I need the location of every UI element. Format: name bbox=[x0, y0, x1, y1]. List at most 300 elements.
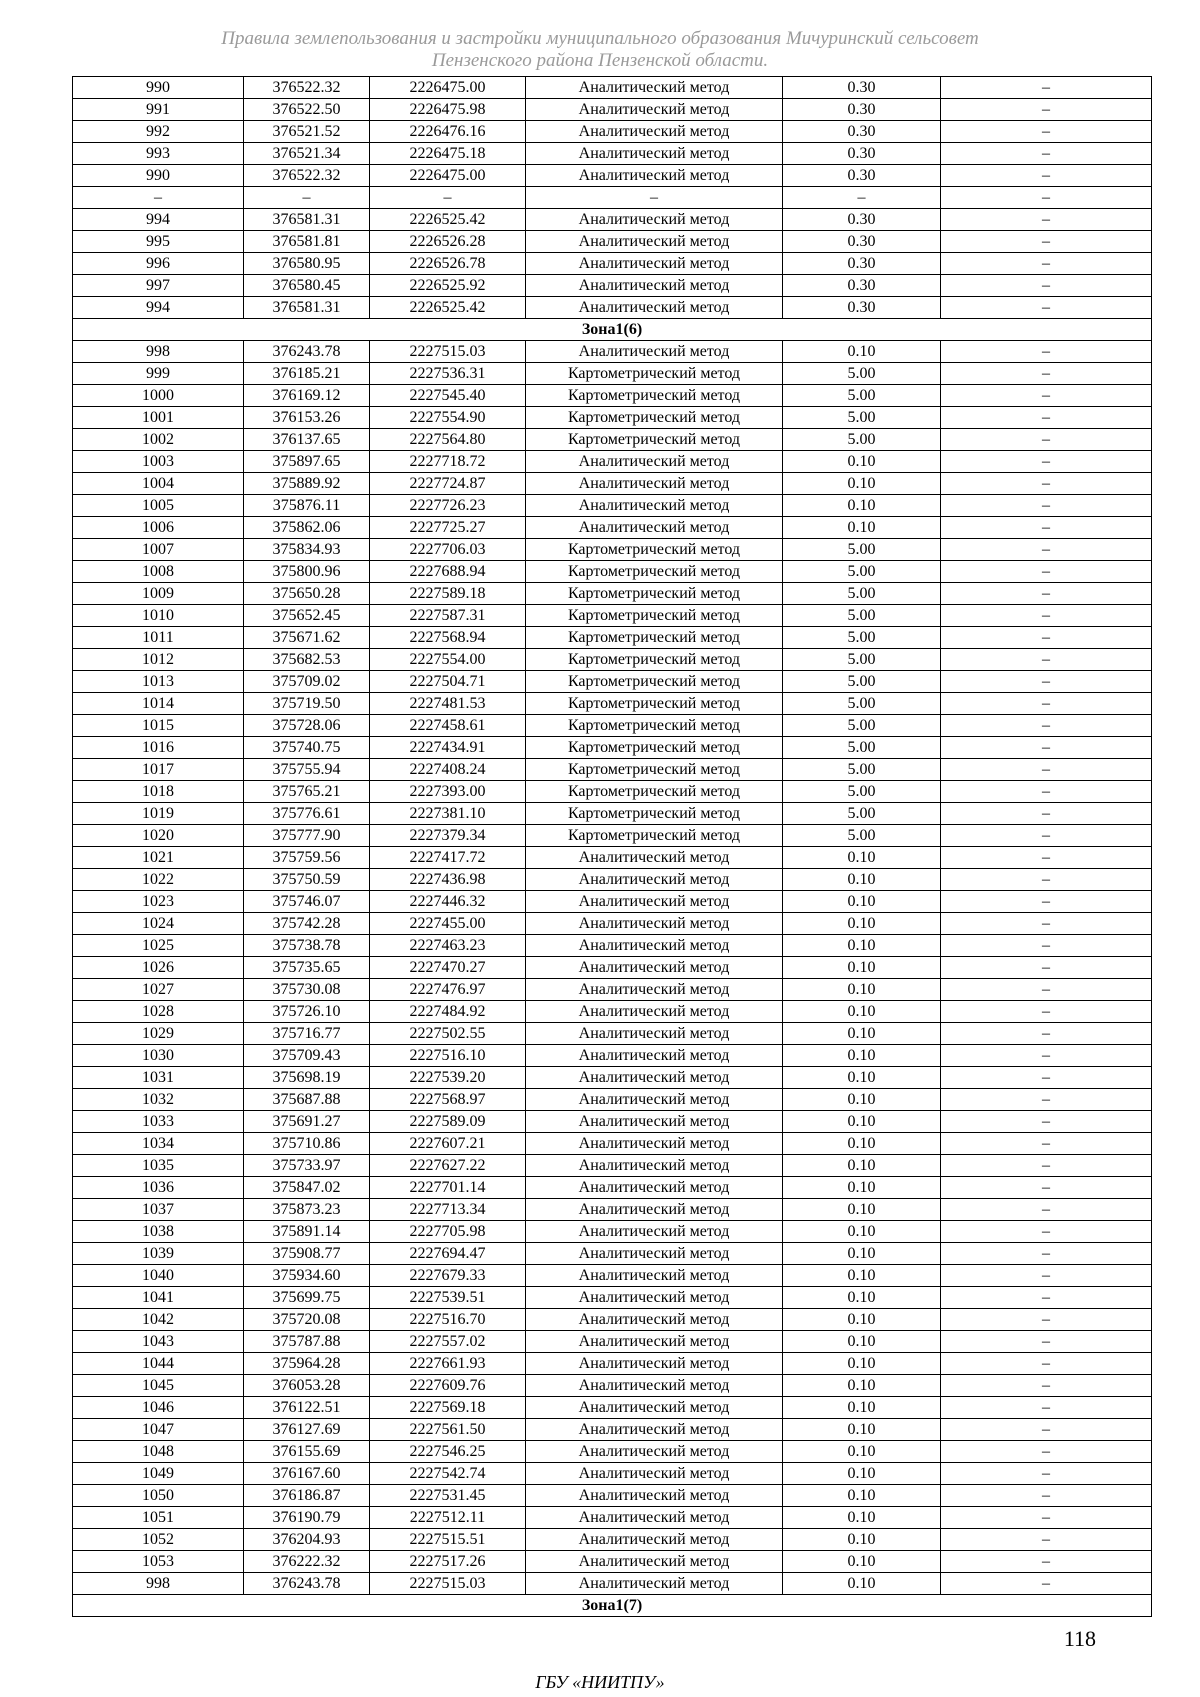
description-cell: – bbox=[941, 1309, 1152, 1331]
description-cell: – bbox=[941, 649, 1152, 671]
description-cell: – bbox=[941, 1331, 1152, 1353]
x-coordinate-cell: 376580.45 bbox=[244, 275, 370, 297]
table-row bbox=[73, 473, 1152, 495]
x-coordinate-cell: 375891.14 bbox=[244, 1221, 370, 1243]
y-coordinate-cell: 2226525.42 bbox=[370, 297, 526, 319]
accuracy-cell: 0.10 bbox=[783, 1529, 941, 1551]
table-row bbox=[73, 451, 1152, 473]
method-cell: Аналитический метод bbox=[526, 1243, 783, 1265]
table-row bbox=[73, 935, 1152, 957]
accuracy-cell: 0.10 bbox=[783, 1045, 941, 1067]
y-coordinate-cell: 2227434.91 bbox=[370, 737, 526, 759]
table-row bbox=[73, 715, 1152, 737]
y-coordinate-cell: 2227705.98 bbox=[370, 1221, 526, 1243]
description-cell: – bbox=[941, 99, 1152, 121]
point-number-cell: 1041 bbox=[73, 1287, 244, 1309]
description-cell: – bbox=[941, 385, 1152, 407]
table-row bbox=[73, 1133, 1152, 1155]
y-coordinate-cell: 2227470.27 bbox=[370, 957, 526, 979]
accuracy-cell: 5.00 bbox=[783, 429, 941, 451]
table-row bbox=[73, 1485, 1152, 1507]
y-coordinate-cell: 2227436.98 bbox=[370, 869, 526, 891]
x-coordinate-cell: 375740.75 bbox=[244, 737, 370, 759]
x-coordinate-cell: 376185.21 bbox=[244, 363, 370, 385]
header-line-1: Правила землепользования и застройки муниципального образования Мичуринский сельсовет bbox=[221, 28, 979, 49]
point-number-cell: 1043 bbox=[73, 1331, 244, 1353]
y-coordinate-cell: 2227589.18 bbox=[370, 583, 526, 605]
point-number-cell: 1001 bbox=[73, 407, 244, 429]
table-row bbox=[73, 583, 1152, 605]
table-row bbox=[73, 1265, 1152, 1287]
accuracy-cell: 0.10 bbox=[783, 935, 941, 957]
x-coordinate-cell: 375682.53 bbox=[244, 649, 370, 671]
x-coordinate-cell: 376204.93 bbox=[244, 1529, 370, 1551]
point-number-cell: 1050 bbox=[73, 1485, 244, 1507]
point-number-cell: 1049 bbox=[73, 1463, 244, 1485]
y-coordinate-cell: 2227726.23 bbox=[370, 495, 526, 517]
x-coordinate-cell: 375776.61 bbox=[244, 803, 370, 825]
method-cell: Аналитический метод bbox=[526, 1419, 783, 1441]
y-coordinate-cell: 2227706.03 bbox=[370, 539, 526, 561]
accuracy-cell: 5.00 bbox=[783, 671, 941, 693]
y-coordinate-cell: 2227688.94 bbox=[370, 561, 526, 583]
description-cell: – bbox=[941, 1199, 1152, 1221]
method-cell: Аналитический метод bbox=[526, 1001, 783, 1023]
description-cell: – bbox=[941, 1485, 1152, 1507]
description-cell: – bbox=[941, 715, 1152, 737]
table-row bbox=[73, 1309, 1152, 1331]
method-cell: Аналитический метод bbox=[526, 1111, 783, 1133]
description-cell: – bbox=[941, 1155, 1152, 1177]
method-cell: Аналитический метод bbox=[526, 253, 783, 275]
table-row bbox=[73, 385, 1152, 407]
accuracy-cell: 0.30 bbox=[783, 121, 941, 143]
accuracy-cell: 0.10 bbox=[783, 1287, 941, 1309]
table-row bbox=[73, 649, 1152, 671]
accuracy-cell: 0.10 bbox=[783, 1397, 941, 1419]
zone-label: Зона1(7) bbox=[73, 1595, 1152, 1617]
point-number-cell: 1020 bbox=[73, 825, 244, 847]
method-cell: Аналитический метод bbox=[526, 495, 783, 517]
y-coordinate-cell: 2227455.00 bbox=[370, 913, 526, 935]
method-cell: Аналитический метод bbox=[526, 1067, 783, 1089]
x-coordinate-cell: 376137.65 bbox=[244, 429, 370, 451]
method-cell: Аналитический метод bbox=[526, 869, 783, 891]
table-row bbox=[73, 891, 1152, 913]
table-row bbox=[73, 1507, 1152, 1529]
table-row bbox=[73, 847, 1152, 869]
x-coordinate-cell: 376186.87 bbox=[244, 1485, 370, 1507]
y-coordinate-cell: 2227564.80 bbox=[370, 429, 526, 451]
description-cell: – bbox=[941, 539, 1152, 561]
point-number-cell: 1046 bbox=[73, 1397, 244, 1419]
description-cell: – bbox=[941, 77, 1152, 99]
y-coordinate-cell: 2227515.03 bbox=[370, 341, 526, 363]
table-row bbox=[73, 1089, 1152, 1111]
point-number-cell: 1052 bbox=[73, 1529, 244, 1551]
y-coordinate-cell: 2227587.31 bbox=[370, 605, 526, 627]
x-coordinate-cell: 376581.31 bbox=[244, 297, 370, 319]
y-coordinate-cell: 2227627.22 bbox=[370, 1155, 526, 1177]
table-row bbox=[73, 957, 1152, 979]
method-cell: Картометрический метод bbox=[526, 803, 783, 825]
point-number-cell: 1024 bbox=[73, 913, 244, 935]
method-cell: Аналитический метод bbox=[526, 1177, 783, 1199]
accuracy-cell: 0.10 bbox=[783, 1309, 941, 1331]
accuracy-cell: 0.10 bbox=[783, 451, 941, 473]
description-cell: – bbox=[941, 451, 1152, 473]
point-number-cell: 1014 bbox=[73, 693, 244, 715]
accuracy-cell: 0.30 bbox=[783, 165, 941, 187]
description-cell: – bbox=[941, 473, 1152, 495]
y-coordinate-cell: 2227545.40 bbox=[370, 385, 526, 407]
y-coordinate-cell: 2227536.31 bbox=[370, 363, 526, 385]
y-coordinate-cell: 2227446.32 bbox=[370, 891, 526, 913]
x-coordinate-cell: 375759.56 bbox=[244, 847, 370, 869]
accuracy-cell: 0.10 bbox=[783, 1089, 941, 1111]
method-cell: Аналитический метод bbox=[526, 957, 783, 979]
description-cell: – bbox=[941, 869, 1152, 891]
point-number-cell: 1031 bbox=[73, 1067, 244, 1089]
table-row bbox=[73, 1441, 1152, 1463]
method-cell: Картометрический метод bbox=[526, 583, 783, 605]
method-cell: Аналитический метод bbox=[526, 979, 783, 1001]
x-coordinate-cell: 375716.77 bbox=[244, 1023, 370, 1045]
y-coordinate-cell: 2227539.51 bbox=[370, 1287, 526, 1309]
point-number-cell: 996 bbox=[73, 253, 244, 275]
point-number-cell: 1025 bbox=[73, 935, 244, 957]
method-cell: Аналитический метод bbox=[526, 1485, 783, 1507]
accuracy-cell: 0.10 bbox=[783, 1001, 941, 1023]
x-coordinate-cell: 375735.65 bbox=[244, 957, 370, 979]
y-coordinate-cell: 2227515.51 bbox=[370, 1529, 526, 1551]
description-cell: – bbox=[941, 231, 1152, 253]
table-row bbox=[73, 121, 1152, 143]
accuracy-cell: 5.00 bbox=[783, 385, 941, 407]
description-cell: – bbox=[941, 209, 1152, 231]
point-number-cell: 1006 bbox=[73, 517, 244, 539]
description-cell: – bbox=[941, 825, 1152, 847]
accuracy-cell: 0.10 bbox=[783, 979, 941, 1001]
description-cell: – bbox=[941, 1133, 1152, 1155]
method-cell: Аналитический метод bbox=[526, 1133, 783, 1155]
method-cell: Аналитический метод bbox=[526, 451, 783, 473]
accuracy-cell: 0.10 bbox=[783, 1375, 941, 1397]
accuracy-cell: 0.10 bbox=[783, 1353, 941, 1375]
table-row bbox=[73, 1375, 1152, 1397]
method-cell: Картометрический метод bbox=[526, 671, 783, 693]
y-coordinate-cell: 2227694.47 bbox=[370, 1243, 526, 1265]
method-cell: Аналитический метод bbox=[526, 121, 783, 143]
y-coordinate-cell: 2226475.18 bbox=[370, 143, 526, 165]
page-footer: ГБУ «НИИТПУ» bbox=[535, 1672, 665, 1692]
y-coordinate-cell: 2227554.00 bbox=[370, 649, 526, 671]
point-number-cell: 1047 bbox=[73, 1419, 244, 1441]
x-coordinate-cell: 376522.32 bbox=[244, 165, 370, 187]
description-cell: – bbox=[941, 1111, 1152, 1133]
x-coordinate-cell: 375726.10 bbox=[244, 1001, 370, 1023]
x-coordinate-cell: 376122.51 bbox=[244, 1397, 370, 1419]
x-coordinate-cell: 375787.88 bbox=[244, 1331, 370, 1353]
accuracy-cell: 0.10 bbox=[783, 1419, 941, 1441]
y-coordinate-cell: 2226526.28 bbox=[370, 231, 526, 253]
table-row bbox=[73, 1199, 1152, 1221]
accuracy-cell: 0.30 bbox=[783, 275, 941, 297]
y-coordinate-cell: 2227568.97 bbox=[370, 1089, 526, 1111]
x-coordinate-cell: – bbox=[244, 187, 370, 209]
table-row bbox=[73, 1331, 1152, 1353]
accuracy-cell: 0.10 bbox=[783, 473, 941, 495]
accuracy-cell: 5.00 bbox=[783, 803, 941, 825]
x-coordinate-cell: 375709.43 bbox=[244, 1045, 370, 1067]
x-coordinate-cell: 375876.11 bbox=[244, 495, 370, 517]
method-cell: Картометрический метод bbox=[526, 407, 783, 429]
x-coordinate-cell: 376580.95 bbox=[244, 253, 370, 275]
method-cell: Аналитический метод bbox=[526, 1529, 783, 1551]
point-number-cell: 1051 bbox=[73, 1507, 244, 1529]
point-number-cell: 1030 bbox=[73, 1045, 244, 1067]
point-number-cell: 1035 bbox=[73, 1155, 244, 1177]
table-row bbox=[73, 913, 1152, 935]
description-cell: – bbox=[941, 1507, 1152, 1529]
method-cell: Картометрический метод bbox=[526, 605, 783, 627]
y-coordinate-cell: 2227381.10 bbox=[370, 803, 526, 825]
y-coordinate-cell: 2227557.02 bbox=[370, 1331, 526, 1353]
table-row bbox=[73, 1353, 1152, 1375]
method-cell: Аналитический метод bbox=[526, 1463, 783, 1485]
accuracy-cell: 0.10 bbox=[783, 1331, 941, 1353]
description-cell: – bbox=[941, 957, 1152, 979]
table-row bbox=[73, 759, 1152, 781]
y-coordinate-cell: 2227504.71 bbox=[370, 671, 526, 693]
point-number-cell: 1042 bbox=[73, 1309, 244, 1331]
point-number-cell: 1017 bbox=[73, 759, 244, 781]
method-cell: Аналитический метод bbox=[526, 1353, 783, 1375]
table-row bbox=[73, 539, 1152, 561]
description-cell: – bbox=[941, 517, 1152, 539]
accuracy-cell: 5.00 bbox=[783, 825, 941, 847]
accuracy-cell: 0.10 bbox=[783, 1463, 941, 1485]
table-row bbox=[73, 781, 1152, 803]
accuracy-cell: 0.30 bbox=[783, 77, 941, 99]
method-cell: Аналитический метод bbox=[526, 1265, 783, 1287]
accuracy-cell: 0.10 bbox=[783, 517, 941, 539]
y-coordinate-cell: 2227718.72 bbox=[370, 451, 526, 473]
accuracy-cell: 0.10 bbox=[783, 1199, 941, 1221]
point-number-cell: 1053 bbox=[73, 1551, 244, 1573]
accuracy-cell: 0.30 bbox=[783, 143, 941, 165]
x-coordinate-cell: 375671.62 bbox=[244, 627, 370, 649]
method-cell: Аналитический метод bbox=[526, 77, 783, 99]
accuracy-cell: 5.00 bbox=[783, 583, 941, 605]
accuracy-cell: 0.10 bbox=[783, 1111, 941, 1133]
description-cell: – bbox=[941, 1177, 1152, 1199]
method-cell: Аналитический метод bbox=[526, 1507, 783, 1529]
y-coordinate-cell: 2227542.74 bbox=[370, 1463, 526, 1485]
point-number-cell: 998 bbox=[73, 1573, 244, 1595]
accuracy-cell: 5.00 bbox=[783, 693, 941, 715]
accuracy-cell: 5.00 bbox=[783, 737, 941, 759]
method-cell: Картометрический метод bbox=[526, 385, 783, 407]
table-row bbox=[73, 1023, 1152, 1045]
method-cell: Картометрический метод bbox=[526, 539, 783, 561]
point-number-cell: 1036 bbox=[73, 1177, 244, 1199]
method-cell: Аналитический метод bbox=[526, 1221, 783, 1243]
coordinates-table-body bbox=[73, 77, 1152, 1617]
y-coordinate-cell: 2227502.55 bbox=[370, 1023, 526, 1045]
x-coordinate-cell: 375908.77 bbox=[244, 1243, 370, 1265]
x-coordinate-cell: 376521.52 bbox=[244, 121, 370, 143]
x-coordinate-cell: 375934.60 bbox=[244, 1265, 370, 1287]
y-coordinate-cell: 2227724.87 bbox=[370, 473, 526, 495]
x-coordinate-cell: 375800.96 bbox=[244, 561, 370, 583]
accuracy-cell: 0.10 bbox=[783, 913, 941, 935]
table-row bbox=[73, 627, 1152, 649]
table-row bbox=[73, 77, 1152, 99]
y-coordinate-cell: 2227554.90 bbox=[370, 407, 526, 429]
method-cell: Картометрический метод bbox=[526, 649, 783, 671]
table-row bbox=[73, 671, 1152, 693]
zone-header-row bbox=[73, 319, 1152, 341]
x-coordinate-cell: 376243.78 bbox=[244, 341, 370, 363]
point-number-cell: 995 bbox=[73, 231, 244, 253]
description-cell: – bbox=[941, 693, 1152, 715]
table-row bbox=[73, 495, 1152, 517]
accuracy-cell: 5.00 bbox=[783, 407, 941, 429]
table-row bbox=[73, 737, 1152, 759]
point-number-cell: 1044 bbox=[73, 1353, 244, 1375]
table-row bbox=[73, 1243, 1152, 1265]
x-coordinate-cell: 376243.78 bbox=[244, 1573, 370, 1595]
method-cell: Картометрический метод bbox=[526, 693, 783, 715]
accuracy-cell: 0.10 bbox=[783, 1485, 941, 1507]
y-coordinate-cell: 2227458.61 bbox=[370, 715, 526, 737]
x-coordinate-cell: 376581.31 bbox=[244, 209, 370, 231]
description-cell: – bbox=[941, 363, 1152, 385]
point-number-cell: 1038 bbox=[73, 1221, 244, 1243]
method-cell: Аналитический метод bbox=[526, 1397, 783, 1419]
y-coordinate-cell: 2227379.34 bbox=[370, 825, 526, 847]
method-cell: Аналитический метод bbox=[526, 99, 783, 121]
table-row bbox=[73, 253, 1152, 275]
table-row bbox=[73, 803, 1152, 825]
y-coordinate-cell: 2226525.92 bbox=[370, 275, 526, 297]
x-coordinate-cell: 375720.08 bbox=[244, 1309, 370, 1331]
accuracy-cell: 5.00 bbox=[783, 715, 941, 737]
point-number-cell: 1021 bbox=[73, 847, 244, 869]
point-number-cell: 999 bbox=[73, 363, 244, 385]
x-coordinate-cell: 375777.90 bbox=[244, 825, 370, 847]
point-number-cell: 1012 bbox=[73, 649, 244, 671]
accuracy-cell: 5.00 bbox=[783, 539, 941, 561]
x-coordinate-cell: 375730.08 bbox=[244, 979, 370, 1001]
x-coordinate-cell: 375699.75 bbox=[244, 1287, 370, 1309]
method-cell: Картометрический метод bbox=[526, 363, 783, 385]
method-cell: Аналитический метод bbox=[526, 209, 783, 231]
method-cell: Картометрический метод bbox=[526, 759, 783, 781]
point-number-cell: 1048 bbox=[73, 1441, 244, 1463]
x-coordinate-cell: 375710.86 bbox=[244, 1133, 370, 1155]
method-cell: Аналитический метод bbox=[526, 1375, 783, 1397]
y-coordinate-cell: 2226525.42 bbox=[370, 209, 526, 231]
x-coordinate-cell: 375897.65 bbox=[244, 451, 370, 473]
table-row bbox=[73, 517, 1152, 539]
accuracy-cell: 0.10 bbox=[783, 869, 941, 891]
table-row bbox=[73, 1463, 1152, 1485]
point-number-cell: 1015 bbox=[73, 715, 244, 737]
description-cell: – bbox=[941, 275, 1152, 297]
point-number-cell: 1045 bbox=[73, 1375, 244, 1397]
table-row bbox=[73, 165, 1152, 187]
description-cell: – bbox=[941, 1221, 1152, 1243]
table-row bbox=[73, 99, 1152, 121]
x-coordinate-cell: 375652.45 bbox=[244, 605, 370, 627]
x-coordinate-cell: 375709.02 bbox=[244, 671, 370, 693]
method-cell: Аналитический метод bbox=[526, 517, 783, 539]
table-row bbox=[73, 693, 1152, 715]
description-cell: – bbox=[941, 165, 1152, 187]
y-coordinate-cell: 2227713.34 bbox=[370, 1199, 526, 1221]
method-cell: Аналитический метод bbox=[526, 341, 783, 363]
method-cell: Аналитический метод bbox=[526, 1551, 783, 1573]
x-coordinate-cell: 376127.69 bbox=[244, 1419, 370, 1441]
accuracy-cell: – bbox=[783, 187, 941, 209]
accuracy-cell: 0.10 bbox=[783, 847, 941, 869]
y-coordinate-cell: 2227561.50 bbox=[370, 1419, 526, 1441]
table-row bbox=[73, 979, 1152, 1001]
y-coordinate-cell: 2227512.11 bbox=[370, 1507, 526, 1529]
x-coordinate-cell: 375847.02 bbox=[244, 1177, 370, 1199]
zone-header-row bbox=[73, 1595, 1152, 1617]
method-cell: Картометрический метод bbox=[526, 715, 783, 737]
accuracy-cell: 0.10 bbox=[783, 1221, 941, 1243]
method-cell: Аналитический метод bbox=[526, 1573, 783, 1595]
description-cell: – bbox=[941, 1089, 1152, 1111]
method-cell: Аналитический метод bbox=[526, 275, 783, 297]
accuracy-cell: 0.10 bbox=[783, 1023, 941, 1045]
description-cell: – bbox=[941, 1353, 1152, 1375]
accuracy-cell: 0.10 bbox=[783, 1507, 941, 1529]
y-coordinate-cell: 2227661.93 bbox=[370, 1353, 526, 1375]
x-coordinate-cell: 375691.27 bbox=[244, 1111, 370, 1133]
method-cell: Картометрический метод bbox=[526, 781, 783, 803]
accuracy-cell: 5.00 bbox=[783, 605, 941, 627]
method-cell: Аналитический метод bbox=[526, 297, 783, 319]
point-number-cell: 1029 bbox=[73, 1023, 244, 1045]
y-coordinate-cell: 2227516.10 bbox=[370, 1045, 526, 1067]
point-number-cell: – bbox=[73, 187, 244, 209]
description-cell: – bbox=[941, 121, 1152, 143]
y-coordinate-cell: 2227517.26 bbox=[370, 1551, 526, 1573]
accuracy-cell: 0.30 bbox=[783, 297, 941, 319]
y-coordinate-cell: 2227463.23 bbox=[370, 935, 526, 957]
point-number-cell: 1032 bbox=[73, 1089, 244, 1111]
x-coordinate-cell: 376521.34 bbox=[244, 143, 370, 165]
method-cell: Аналитический метод bbox=[526, 1309, 783, 1331]
y-coordinate-cell: 2227516.70 bbox=[370, 1309, 526, 1331]
accuracy-cell: 0.10 bbox=[783, 1265, 941, 1287]
point-number-cell: 1010 bbox=[73, 605, 244, 627]
x-coordinate-cell: 375834.93 bbox=[244, 539, 370, 561]
description-cell: – bbox=[941, 891, 1152, 913]
point-number-cell: 992 bbox=[73, 121, 244, 143]
x-coordinate-cell: 375687.88 bbox=[244, 1089, 370, 1111]
accuracy-cell: 0.30 bbox=[783, 209, 941, 231]
method-cell: Картометрический метод bbox=[526, 627, 783, 649]
accuracy-cell: 5.00 bbox=[783, 649, 941, 671]
method-cell: Картометрический метод bbox=[526, 737, 783, 759]
x-coordinate-cell: 376053.28 bbox=[244, 1375, 370, 1397]
